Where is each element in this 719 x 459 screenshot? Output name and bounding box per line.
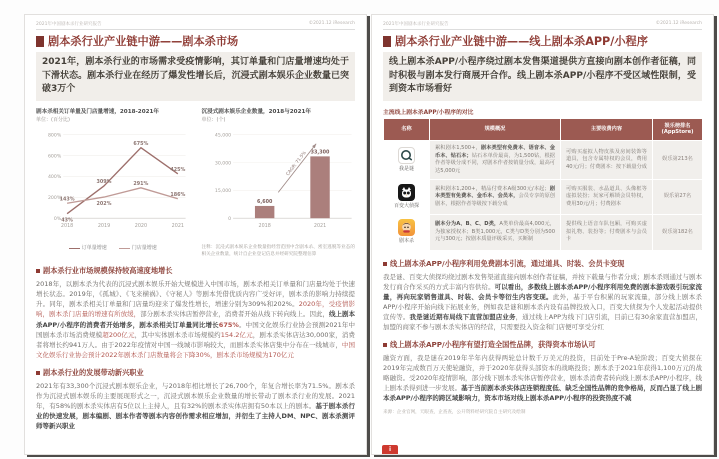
chart-unit: 单位：(个) [201, 116, 226, 123]
svg-text:15,000: 15,000 [214, 188, 231, 194]
section-paragraph: 融资方面，我是谜在2019年半年内获得两轮总计数千万美元的投资，目前处于Pre-A轮阶段；百变大侦探在2019年完成数百万天使轮融资，并于2020年获得头部资本的战略投资；剧本杀于2021年获得1,100万元的战略融资。受2020年疫情影响，部分线下剧本杀实体店暂停营业，剧本杀消费者转向线上剧本杀APP/小程序，线上剧本杀得到进一步发展。基于当前剧本杀实体店连锁程度低、缺乏全国性品牌的竞争格局，反而凸显了线上剧本杀APP/小程序的跨区域影响力，资本市场对线上剧本杀APP/小程序的投资热度不减 [383, 354, 703, 403]
table-header-row [384, 118, 703, 141]
svg-text:0%: 0% [53, 216, 62, 222]
svg-text:202%: 202% [96, 200, 112, 207]
svg-text:400%: 400% [47, 174, 62, 180]
iresearch-logo: i [382, 445, 398, 454]
apps-comparison-table [383, 118, 703, 251]
line-chart-legend: 订单量增速 门店量增速 [36, 244, 190, 251]
woshimi-app-icon [398, 147, 415, 164]
app-name: 我是谜 [398, 165, 414, 172]
section-bullet-icon [383, 262, 387, 266]
page-header-right: ©2021.12 iResearch [655, 21, 702, 26]
source-note: 来源：企业官网，天眼查，企查查，公开资料经研究院自主研究及绘制 [383, 410, 526, 416]
page-header-left: 2021年中国剧本杀行业研究报告 [36, 22, 102, 27]
svg-text:675%: 675% [133, 140, 149, 147]
section-paragraph: 2018年，以剧本杀为代表的沉浸式剧本娱乐开始大规模进入中国市场，剧本杀相关订单量和门店量均处于快速增长状态。2019年，《孤城》、《飞来横祸》、《守秘人》等剧本凭借优质内容广受好评，剧本杀的影响力持续提升。同年，剧本杀相关订单量和门店量均迎来了爆发性增长，增速分别为309%和202%。2020年，受疫情影响，剧本杀门店量的增速有所放缓，部分剧本杀实体店暂停营业，消费者开始从线下转向线上。因此，线上剧本杀APP/小程序的消费者开始增多，剧本杀相关订单量同比增长675%。中国文化娱乐行业协会预测2021年中国剧本杀市场消费规模超200亿元，其中实体剧本杀市场规模约154.2亿元，剧本杀实体店达30,000家，消费者将增长约941万人。由于2022年疫情对中国一线城市影响较大，而剧本杀实体店集中分布在一线城市，中国文化娱乐行业协会预计2022年剧本杀门店数量将会下降30%，剧本杀市场规模为170亿元 [36, 280, 356, 359]
companies-bar-chart [202, 107, 356, 259]
section-heading-text: 剧本杀行业市场规模保持较高速度地增长 [43, 266, 173, 276]
baibian-detective-app-icon [398, 184, 415, 201]
svg-text:33,300: 33,300 [310, 148, 329, 155]
section-heading-new-jobs [36, 368, 355, 378]
chart-title: 剧本杀相关订单量及门店量增速，2018-2021年 [36, 108, 159, 115]
page-header [383, 21, 702, 30]
jubensha-app-icon [398, 219, 415, 236]
chart-unit: 单位：(百分比) [36, 116, 70, 123]
svg-text:2020: 2020 [134, 222, 148, 229]
title-block-icon [36, 36, 44, 47]
svg-text:200%: 200% [47, 195, 62, 201]
scale-cell: 累积剧本1,200+，精品付费本A级300元/本起；剧本类型有免费本、金币本、会员本，会员专享的原创剧本，根据作者等级按下载分成 [430, 180, 561, 215]
scale-cell: 累积剧本1,500+，剧本类型有免费本、语音本、金币本、钻石本；钻石本单价最高，为1,500钻，根据作者等级分成不同，对剧本作者按销量分成，最高可达5,000元 [430, 141, 561, 180]
col-header-rank: 娱乐榜排名(AppStore) [653, 118, 703, 141]
svg-text:2019: 2019 [97, 222, 111, 229]
svg-text:186%: 186% [170, 191, 186, 198]
svg-text:6,600: 6,600 [256, 198, 272, 205]
page-summary: 2021年，剧本杀行业的市场需求受疫情影响，其订单量和门店量增速均处于下滑状态。剧本杀行业在经历了爆发性增长后，沉浸式剧本娱乐企业数量已突破3万个 [36, 52, 355, 101]
svg-text:2018: 2018 [258, 222, 271, 229]
rank-cell: 娱乐第27名 [653, 180, 703, 215]
title-block-icon [383, 36, 391, 47]
table-row [384, 215, 703, 250]
page-title [383, 35, 702, 49]
pay-cell: 可购买虚拟人物皮肤及房间装饰等道具，包含专属特权的会员，费用40元/月；付费剧本：按下载量分成 [561, 141, 653, 180]
page-header [36, 21, 355, 30]
table-row [384, 141, 703, 180]
app-cell-baibian [384, 180, 430, 215]
section-bullet-icon [36, 269, 40, 273]
rank-cell: 娱乐第182名 [653, 215, 703, 250]
svg-text:CAGR: 71.5%: CAGR: 71.5% [285, 150, 308, 177]
rank-cell: 娱乐第213名 [653, 141, 703, 180]
svg-text:2018: 2018 [60, 222, 74, 229]
svg-text:0: 0 [227, 216, 231, 222]
svg-text:800%: 800% [47, 132, 62, 138]
orders-growth-chart-plot [36, 123, 190, 243]
col-header-scale: 规模概况 [430, 118, 561, 141]
chart-note: 注释：沉浸式剧本娱乐企业数量指经营范围中含剧本杀、密室逃脱等业态的相关企业数量，统计自企业登记信息并经研究院整理估算 [201, 244, 355, 257]
svg-text:600%: 600% [47, 153, 62, 159]
svg-text:43%: 43% [61, 216, 73, 223]
svg-text:291%: 291% [133, 180, 149, 187]
section-bullet-icon [36, 371, 40, 375]
section-paragraph: 2021年有33,300个沉浸式剧本娱乐企业，与2018年相比增长了26,700个，年复合增长率为71.5%。剧本杀作为沉浸式剧本娱乐的主要展现形式之一，沉浸式剧本娱乐企业数量的增长带动了剧本杀行业的发展。2021年，有58%的剧本杀实体店有5位以上主持人，且有32%的剧本杀实体店拥有50本以上的剧本。基于剧本杀行业的快速发展，剧本编剧、剧本作者等剧本内容创作需求相应增加，并衍生了主持人DM、NPC、剧本杀测评师等新兴职业 [36, 381, 355, 431]
pay-cell: 可购买服装、水晶道具、头像框等虚拟装扮；玩家可解锁会员特权，费用30元/月；付费剧本 [561, 180, 653, 215]
svg-text:425%: 425% [170, 166, 186, 173]
page-title-text: 剧本杀行业产业链中游——剧本杀市场 [48, 35, 239, 48]
page-title [36, 35, 355, 49]
app-name: 百变大侦探 [393, 203, 419, 210]
report-page-right [371, 14, 714, 455]
companies-bar-chart-plot [202, 123, 356, 243]
table-caption: 主流线上剧本杀APP/小程序的对比 [383, 109, 474, 116]
table-row [384, 180, 703, 215]
page-header-left: 2021年中国剧本杀行业研究报告 [383, 22, 449, 27]
svg-text:45,000: 45,000 [214, 132, 231, 138]
page-header-right: ©2021.12 iResearch [308, 21, 355, 26]
section-heading-text: 剧本杀行业的发展带动新兴职业 [43, 367, 144, 377]
app-cell-jubensha [384, 215, 430, 250]
section-heading-market-size [36, 266, 355, 276]
section-heading-capital [383, 340, 702, 350]
report-page-left [24, 14, 367, 455]
app-name: 剧本杀 [398, 238, 414, 245]
svg-text:2021: 2021 [313, 222, 326, 229]
svg-text:143%: 143% [59, 195, 75, 202]
section-bullet-icon [383, 343, 387, 347]
charts-row [36, 107, 355, 259]
pay-cell: 提供线上语音车队包厢，可购买虚拟礼物、装扮等；付费剧本与会员卡 [561, 215, 653, 250]
page-summary: 线上剧本杀APP/小程序绕过剧本发售渠道提供方直接向剧本创作者征稿，同时积极与剧本发行商展开合作。线上剧本杀APP/小程序不受区域性限制，受到资本市场看好 [383, 52, 702, 101]
chart-title: 沉浸式剧本娱乐企业数量，2018与2021年 [201, 108, 311, 115]
section-heading-text: 线上剧本杀APP/小程序有望打造全国性品牌，获得资本市场认可 [390, 340, 596, 349]
svg-text:30,000: 30,000 [214, 160, 231, 166]
col-header-pay: 主要收费内容 [561, 118, 653, 141]
section-heading-monetization [383, 259, 702, 269]
scale-cell: 剧本分为A、B、C、D类，A类单价最高4,000元，为独家授权本；B类1,000元，C类与D类分别为500元与300元；按剧本质量评级采买，买断制 [430, 215, 561, 250]
col-header-name: 名称 [384, 118, 430, 141]
orders-growth-chart [36, 107, 190, 259]
section-paragraph: 我是谜、百变大侦探均绕过剧本发售渠道直接向剧本创作者征稿，并按下载量与作者分成；剧本杀则通过与剧本发行商合作采买的方式丰富内容供给。可以看出，多数线上剧本杀APP/小程序利用免费的剧本游戏吸引玩家流量，再向玩家销售道具、时装、会员卡等衍生内容变现。此外，基于平台积累的玩家流量，部分线上剧本杀APP/小程序开始向线下拓展业务，例如我是谜和剧本杀内设有品牌投放入口，百变大侦探为个人发起活动提供宣传等。我是谜近期布局线下直营加盟店业务，通过线上APP为线下门店引流，目前已有30余家直营加盟店，加盟的商家不参与剧本杀实体店的经营，只需要投入资金和门店便可享受分红 [383, 272, 703, 331]
svg-text:309%: 309% [96, 178, 112, 185]
svg-text:2021: 2021 [171, 222, 184, 229]
app-cell-woshimi [384, 141, 430, 180]
page-title-text: 剧本杀行业产业链中游——线上剧本杀APP/小程序 [395, 35, 648, 48]
section-heading-text: 线上剧本杀APP/小程序利用免费剧本引流，通过道具、时装、会员卡变现 [390, 258, 625, 268]
